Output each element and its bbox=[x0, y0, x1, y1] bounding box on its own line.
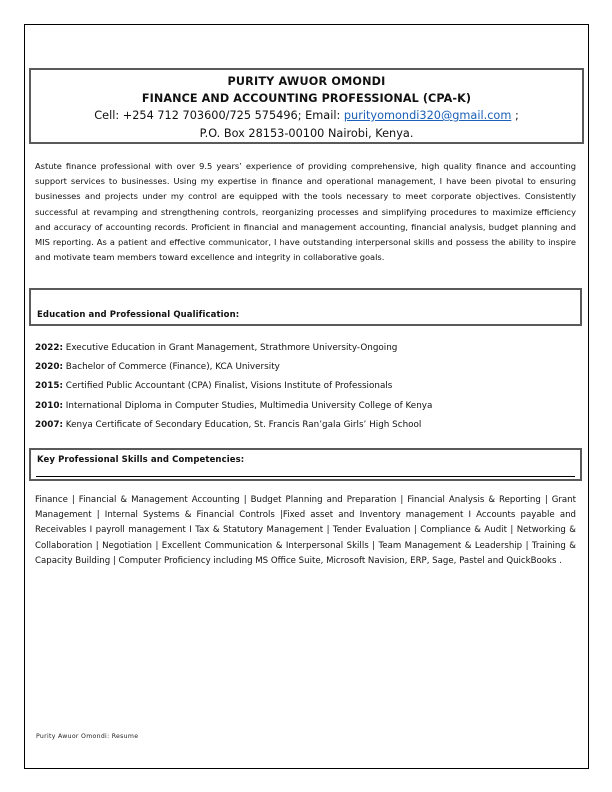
education-year: 2022: bbox=[35, 343, 64, 353]
education-detail: International Diploma in Computer Studies, Multimedia University College of Kenya bbox=[63, 400, 433, 411]
education-detail: Kenya Certificate of Secondary Education, St. Francis Ran’gala Girls’ High School bbox=[63, 419, 422, 430]
education-detail: Bachelor of Commerce (Finance), KCA University bbox=[63, 362, 280, 373]
education-year: 2007: bbox=[35, 419, 64, 430]
education-item bbox=[35, 377, 580, 396]
education-item bbox=[35, 339, 580, 358]
education-section-header bbox=[29, 288, 582, 326]
skills-list: Finance | Financial & Management Accounting | Budget Planning and Preparation | Financial Analysis & Reporting | Grant Management | Internal Systems & Financial Controls |Fixed asset and Inventory management I Accounts payable and Receivables I payroll management I Tax & Statutory Management | Tender Evaluation | Compliance & Audit | Networking & Collaboration | Negotiation | Excellent Communication & Interpersonal Skills | Team Management & Leadership | Training & Capacity Building | Computer Proficiency including MS Office Suite, Microsoft Navision, ERP, Sage, Pastel and QuickBooks . bbox=[35, 495, 576, 566]
skills-heading: Key Professional Skills and Competencies: bbox=[37, 455, 245, 465]
profile-summary: Astute finance professional with over 9.5 years’ experience of providing comprehensive, high quality finance and accounting support services to businesses. Using my expertise in finance and operational management, I have been pivotal to ensuring businesses and projects under my control are equipped with the tools necessary to meet corporate objectives. Consistently successful at revamping and strengthening controls, reorganizing processes and simplifying procedures to maximize efficiency and accuracy of accounting records. Proficient in financial and management accounting, financial analysis, budget planning and MIS reporting. As a patient and effective communicator, I have outstanding interpersonal skills and possess the ability to inspire and motivate team members toward excellence and integrity in collaborative goals. bbox=[35, 161, 576, 263]
education-heading: Education and Professional Qualification: bbox=[37, 310, 240, 320]
education-year: 2015: bbox=[35, 381, 64, 392]
page-footer: Purity Awuor Omondi: Resume bbox=[36, 733, 139, 740]
education-detail: Executive Education in Grant Management, Strathmore University-Ongoing bbox=[63, 343, 398, 353]
education-list bbox=[35, 339, 580, 435]
professional-title: FINANCE AND ACCOUNTING PROFESSIONAL (CPA-K) bbox=[141, 92, 472, 105]
education-detail: Certified Public Accountant (CPA) Finalist, Visions Institute of Professionals bbox=[63, 381, 393, 392]
skills-divider bbox=[36, 476, 575, 477]
education-item bbox=[35, 397, 580, 416]
education-item bbox=[35, 416, 580, 435]
phone-text: Cell: +254 712 703600/725 575496; Email: bbox=[94, 109, 344, 122]
education-item bbox=[35, 358, 580, 377]
candidate-name: PURITY AWUOR OMONDI bbox=[227, 75, 386, 88]
contact-line bbox=[31, 107, 582, 125]
education-year: 2010: bbox=[35, 400, 64, 411]
postal-address: P.O. Box 28153-00100 Nairobi, Kenya. bbox=[199, 127, 414, 140]
skills-section-header bbox=[29, 448, 582, 481]
education-year: 2020: bbox=[35, 362, 64, 373]
contact-suffix: ; bbox=[511, 109, 519, 122]
email-link[interactable]: purityomondi320@gmail.com bbox=[343, 109, 512, 122]
resume-header bbox=[29, 68, 584, 144]
